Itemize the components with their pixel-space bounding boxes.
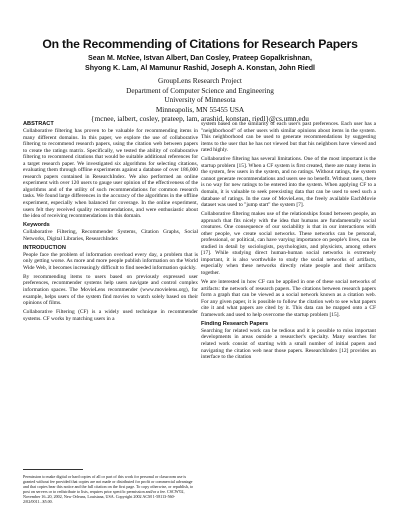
right-column xyxy=(201,121,376,363)
keywords-text: Collaborative Filtering, Recommender Systems, Citation Graphs, Social Networks, Digital Libraries, ResearchIndex xyxy=(23,229,198,242)
affil-line: GroupLens Research Project xyxy=(158,76,242,85)
abstract-text: Collaborative filtering has proven to be valuable for recommending items in many different domains. In this paper, we explore the use of collaborative filtering to recommend research papers, using the citation web between papers to create the ratings matrix. Specifically, we tested the ability of collaborative filtering to recommend citations that would be suitable additional references for a target research paper. We investigated six algorithms for selecting citations, evaluating them through offline experiments against a database of over 186,000 research papers contained in ResearchIndex. We also performed an online experiment with over 120 users to gauge user opinion of the effectiveness of the algorithms and of the utility of such recommendations for common research tasks. We found large differences in the accuracy of the algorithms in the offline experiment, especially when balanced for coverage. In the online experiment, users felt they received quality recommendations, and were enthusiastic about the idea of receiving recommendations in this domain. xyxy=(23,128,198,220)
author-list xyxy=(0,53,400,73)
copyright-footnote: Permission to make digital or hard copies of all or part of this work for personal or classroom use is granted without fee provided that copies are not made or distributed for profit or commercial advantage and that copies bear this notice and the full citation on the first page. To copy otherwise, or republish, to post on servers or to redistribute to lists, requires prior specific permission and/or a fee. CSCW'02, November 16–20, 2002, New Orleans, Louisiana, USA. Copyright 2002 ACM 1-58113-560-2/02/0011...$5.00. xyxy=(23,474,194,505)
body-paragraph: Collaborative filtering makes use of the relationships found between people, an approach that fits nicely with the idea that humans are fundamentally social creatures. One consequence of our sociability is that in our interactions with other people, we create social networks. These networks can be personal, professional, or political, can have varying importance on people's lives, can be studied in detail by sociologists, psychologists, and physicists, among others [17]. While studying direct human-human social networks is extremely important, it is also worthwhile to study the social networks of artifacts, especially when these networks directly relate people and their artifacts together. xyxy=(201,211,376,277)
abstract-heading: ABSTRACT xyxy=(23,121,54,127)
introduction-heading: INTRODUCTION xyxy=(23,244,66,251)
affiliation xyxy=(0,76,400,124)
body-paragraph: We are interested in how CF can be applied in one of these social networks of artifacts: the network of research papers. The citations between research papers form a graph that can be viewed as a social network known as a citation web. For any given paper, it is possible to follow the citation web to see what papers cite it and what papers are cited by it. This data can be mapped onto a CF framework and used to help overcome the startup problem [15]. xyxy=(201,279,376,318)
paper-title: On the Recommending of Citations for Research Papers xyxy=(42,37,358,51)
body-paragraph: Collaborative filtering has several limitations. One of the most important is the startup problem [15]. When a CF system is first created, there are many items in the system, few users in the system, and no ratings. Without ratings, the system cannot generate recommendations and users see no benefit. Without users, there is no way for new ratings to be entered into the system. When applying CF to a domain, it is valuable to seek preexisting data that can be used to seed such a database of ratings. In the case of MovieLens, the freely available EachMovie dataset was used to "jump start" the system [7]. xyxy=(201,156,376,209)
finding-papers-heading: Finding Research Papers xyxy=(201,320,269,327)
body-paragraph: Searching for related work can be tedious and it is possible to miss important developments in areas outside a researcher's specialty. Many searches for related work consist of starting with a small number of initial papers and navigating the citation web near those papers. ResearchIndex [12] provides an interface to the citation xyxy=(201,327,376,361)
body-paragraph: system based on the similarity of each user's past preferences. Each user has a "neighborhood" of other users with similar opinions about items in the system. This neighborhood can be used to generate recommendations by suggesting items to the user that he has not viewed but that his neighbors have viewed and rated highly. xyxy=(201,121,376,154)
keywords-heading: Keywords xyxy=(23,222,50,229)
authors-line-1: Sean M. McNee, Istvan Albert, Dan Cosley, Prateep Gopalkrishnan, xyxy=(88,54,312,62)
email-line: {mcnee, ialbert, cosley, prateep, lam, arashid, konstan, riedl}@cs.umn.edu xyxy=(91,114,309,124)
affil-line: Department of Computer Science and Engineering xyxy=(126,85,274,95)
intro-paragraph: Collaborative Filtering (CF) is a widely used technique in recommender systems. CF works by matching users in a xyxy=(23,309,198,322)
intro-paragraph: By recommending items to users based on previously expressed user preferences, recommender systems help users navigate and control complex information spaces. The MovieLens recommender (www.movielens.org), for example, helps users of the system find movies to watch solely based on their opinions of films. xyxy=(23,273,198,307)
intro-paragraph: People face the problem of information overload every day, a problem that is only getting worse. As more and more people publish information on the World Wide Web, it becomes increasingly difficult to find needed information quickly. xyxy=(23,251,198,271)
affil-line: Minneapolis, MN 55455 USA xyxy=(155,104,245,114)
affil-line: University of Minnesota xyxy=(164,95,236,105)
authors-line-2: Shyong K. Lam, Al Mamunur Rashid, Joseph A. Konstan, John Riedl xyxy=(84,64,316,72)
footnote-rule xyxy=(23,469,83,470)
left-column xyxy=(23,121,198,325)
